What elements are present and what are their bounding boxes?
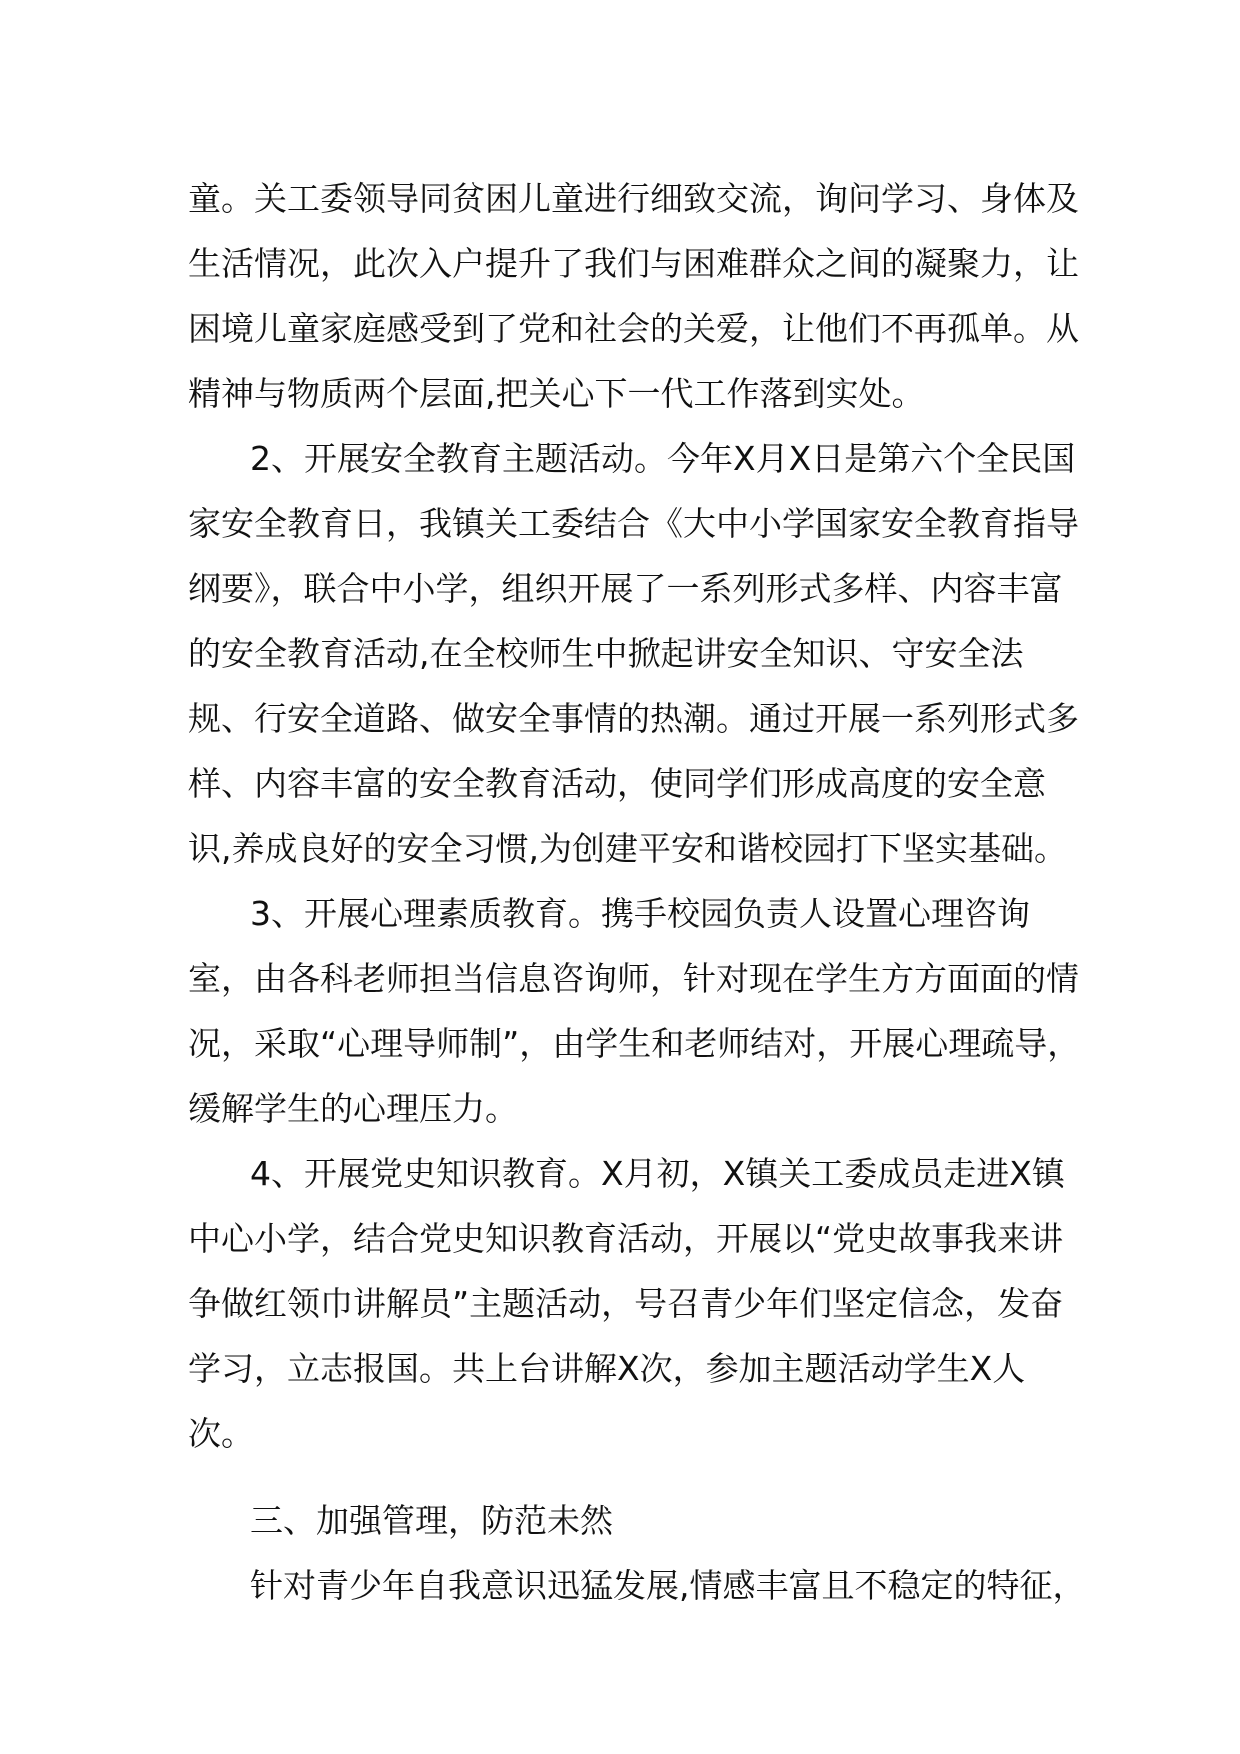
document-page <box>188 166 1088 1618</box>
paragraph-management: 针对青少年自我意识迅猛发展,情感丰富且不稳定的特征， <box>250 1566 1086 1605</box>
paragraph-psychological-education: 3、开展心理素质教育。携手校园负责人设置心理咨询室，由各科老师担当信息咨询师，针对现在学生方方面面的情况，采取“心理导师制”，由学生和老师结对，开展心理疏导，缓解学生的心理压力。 <box>188 894 1081 1128</box>
paragraph-safety-education: 2、开展安全教育主题活动。今年X月X日是第六个全民国家安全教育日，我镇关工委结合《大中小学国家安全教育指导纲要》，联合中小学，组织开展了一系列形式多样、内容丰富的安全教育活动,在全校师生中掀起讲安全知识、守安全法规、行安全道路、做安全事情的热潮。通过开展一系列形式多样、内容丰富的安全教育活动，使同学们形成高度的安全意识,养成良好的安全习惯,为创建平安和谐校园打下坚实基础。 <box>188 439 1079 868</box>
section-heading: 三、加强管理，防范未然 <box>250 1501 613 1540</box>
paragraph-party-history-education: 4、开展党史知识教育。X月初，X镇关工委成员走进X镇中心小学，结合党史知识教育活动，开展以“党史故事我来讲 争做红领巾讲解员”主题活动，号召青少年们坚定信念，发奋学习，立志报国。共上台讲解X次，参加主题活动学生X人次。 <box>188 1154 1065 1453</box>
paragraph-continuation: 童。关工委领导同贫困儿童进行细致交流，询问学习、身体及生活情况，此次入户提升了我们与困难群众之间的凝聚力，让困境儿童家庭感受到了党和社会的关爱，让他们不再孤单。从精神与物质两个层面,把关心下一代工作落到实处。 <box>188 179 1079 413</box>
